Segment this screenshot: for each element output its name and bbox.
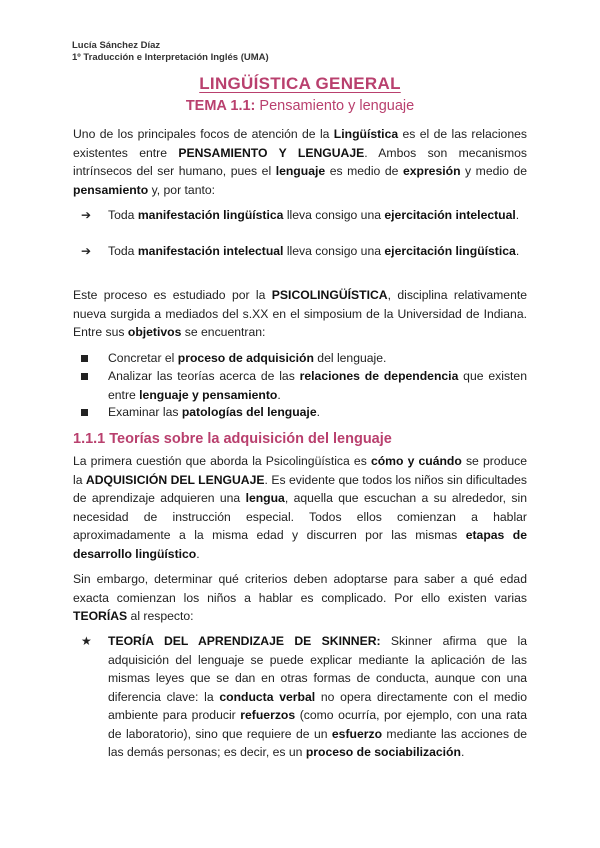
- objective-item: Concretar el proceso de adquisición del lenguaje.: [108, 349, 527, 368]
- objective-item: Analizar las teorías acerca de las relaciones de dependencia que existen entre lenguaje y pensamiento.: [108, 367, 527, 404]
- acquisition-paragraph: La primera cuestión que aborda la Psicolingüística es cómo y cuándo se produce la ADQUISICIÓN DEL LENGUAJE. Es evidente que todos los niños sin dificultades de aprendizaje adquieren una lengua, aquella que escuchan a su alrededor, sin necesidad de instrucción especial. Todos ellos comienzan a hablar aproximadamente a la misma edad y discurren por las mismas etapas de desarrollo lingüístico.: [73, 454, 528, 561]
- arrow-list-item: ➔ Toda manifestación intelectual lleva consigo una ejercitación lingüística.: [108, 242, 527, 261]
- page-subtitle: [0, 98, 600, 114]
- author-name: Lucía Sánchez Díaz: [72, 40, 161, 51]
- arrow-icon: ➔: [81, 244, 92, 258]
- section-heading: 1.1.1 Teorías sobre la adquisición del lenguaje: [73, 431, 392, 447]
- subtitle-number: TEMA 1.1:: [185, 98, 256, 114]
- subtitle-text: Pensamiento y lenguaje: [255, 98, 415, 114]
- theories-intro-paragraph: Sin embargo, determinar qué criterios deben adoptarse para saber a qué edad exacta comienzan los niños a hablar es complicado. Por ello existen varias TEORÍAS al respecto:: [73, 572, 527, 623]
- square-bullet-icon: [81, 367, 101, 386]
- course-name: 1º Traducción e Interpretación Inglés (UMA): [72, 52, 269, 63]
- intro-paragraph: Uno de los principales focos de atención de la Lingüística es el de las relaciones existentes entre PENSAMIENTO Y LENGUAJE. Ambos son mecanismos intrínsecos del ser humano, pues el lenguaje es medio de expresión y medio de pensamiento y, por tanto:: [73, 127, 527, 197]
- page-title: LINGÜÍSTICA GENERAL: [199, 74, 401, 93]
- square-bullet-icon: [81, 349, 101, 368]
- arrow-icon: ➔: [81, 208, 92, 222]
- arrow-list-item: ➔ Toda manifestación lingüística lleva consigo una ejercitación intelectual.: [108, 206, 527, 225]
- psycholinguistics-paragraph: Este proceso es estudiado por la PSICOLINGÜÍSTICA, disciplina relativamente nueva surgida a mediados del s.XX en el simposium de la Universidad de Indiana. Entre sus objetivos se encuentran:: [73, 288, 528, 339]
- square-bullet-icon: [81, 403, 101, 422]
- star-icon: ★: [81, 634, 92, 648]
- theory-item: ★ TEORÍA DEL APRENDIZAJE DE SKINNER: Skinner afirma que la adquisición del lenguaje se puede explicar mediante la aplicación de las mismas leyes que se dan en otras formas de conducta, aunque con una diferencia clave: la conducta verbal no opera directamente con el medio ambiente para producir refuerzos (como ocurría, por ejemplo, con una rata de laboratorio), sino que requiere de un esfuerzo mediante las acciones de las demás personas; es decir, es un proceso de sociabilización.: [81, 634, 528, 759]
- objective-item: Examinar las patologías del lenguaje.: [108, 403, 527, 422]
- document-header: [72, 40, 269, 64]
